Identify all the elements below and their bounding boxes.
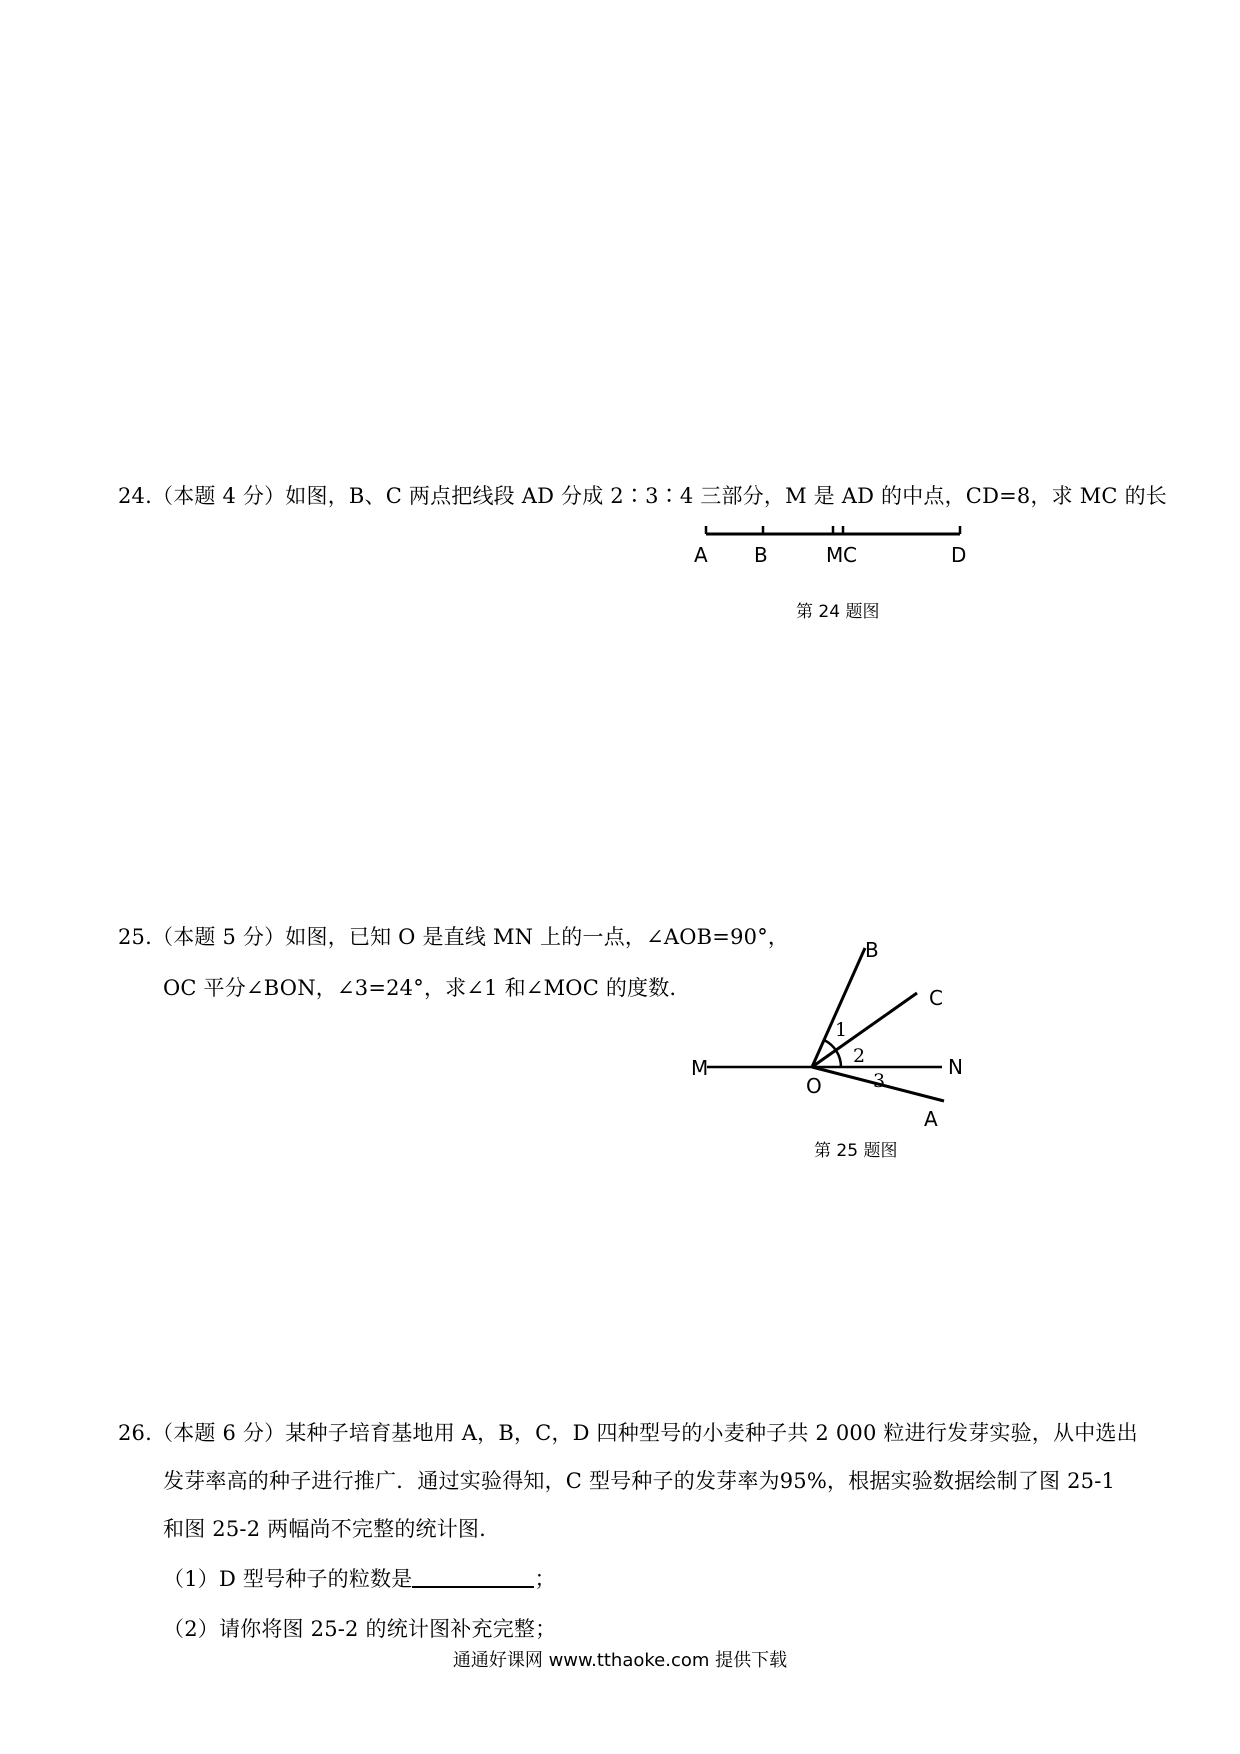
label-d: D <box>951 543 967 567</box>
label-m: M <box>826 543 844 567</box>
label-o25: O <box>806 1074 822 1098</box>
label-a: A <box>694 543 708 567</box>
label-a25: A <box>924 1107 938 1131</box>
label-c: C <box>843 543 857 567</box>
figure-25-angles <box>691 938 963 1131</box>
question-26-part-2: （2）请你将图 25-2 的统计图补充完整； <box>163 1617 557 1641</box>
label-b: B <box>754 543 768 567</box>
figure-25-caption: 第 25 题图 <box>814 1141 898 1161</box>
question-26-line-2: 发芽率高的种子进行推广．通过实验得知，C 型号种子的发芽率为95%，根据实验数据绘制了图 25-1 <box>163 1469 1116 1493</box>
question-24-text: 24.（本题 4 分）如图，B、C 两点把线段 AD 分成 2∶3∶4 三部分，M 是 AD 的中点，CD=8，求 MC 的长 <box>118 484 1167 508</box>
part-1-prefix: （1）D 型号种子的粒数是 <box>163 1567 413 1591</box>
angle-2-label: 2 <box>853 1045 866 1067</box>
part-1-suffix: ； <box>534 1567 556 1591</box>
label-m25: M <box>691 1056 709 1080</box>
figure-24-segment <box>694 526 966 567</box>
label-b25: B <box>865 938 879 962</box>
label-c25: C <box>929 986 943 1010</box>
question-26-line-1: 26.（本题 6 分）某种子培育基地用 A，B，C，D 四种型号的小麦种子共 2 000 粒进行发芽实验，从中选出 <box>118 1421 1138 1445</box>
question-25-line-2: OC 平分∠BON，∠3=24°，求∠1 和∠MOC 的度数. <box>163 976 677 1000</box>
label-n25: N <box>948 1055 963 1079</box>
angle-3-label: 3 <box>873 1070 886 1092</box>
answer-blank[interactable] <box>412 1566 534 1588</box>
angle-1-label: 1 <box>835 1019 848 1041</box>
question-25-line-1: 25.（本题 5 分）如图，已知 O 是直线 MN 上的一点，∠AOB=90°， <box>118 925 790 949</box>
question-26-part-1 <box>163 1566 556 1592</box>
page-footer: 通通好课网 www.tthaoke.com 提供下载 <box>452 1650 788 1671</box>
figure-24-caption: 第 24 题图 <box>796 602 880 622</box>
question-26-line-3: 和图 25-2 两幅尚不完整的统计图. <box>163 1517 487 1541</box>
